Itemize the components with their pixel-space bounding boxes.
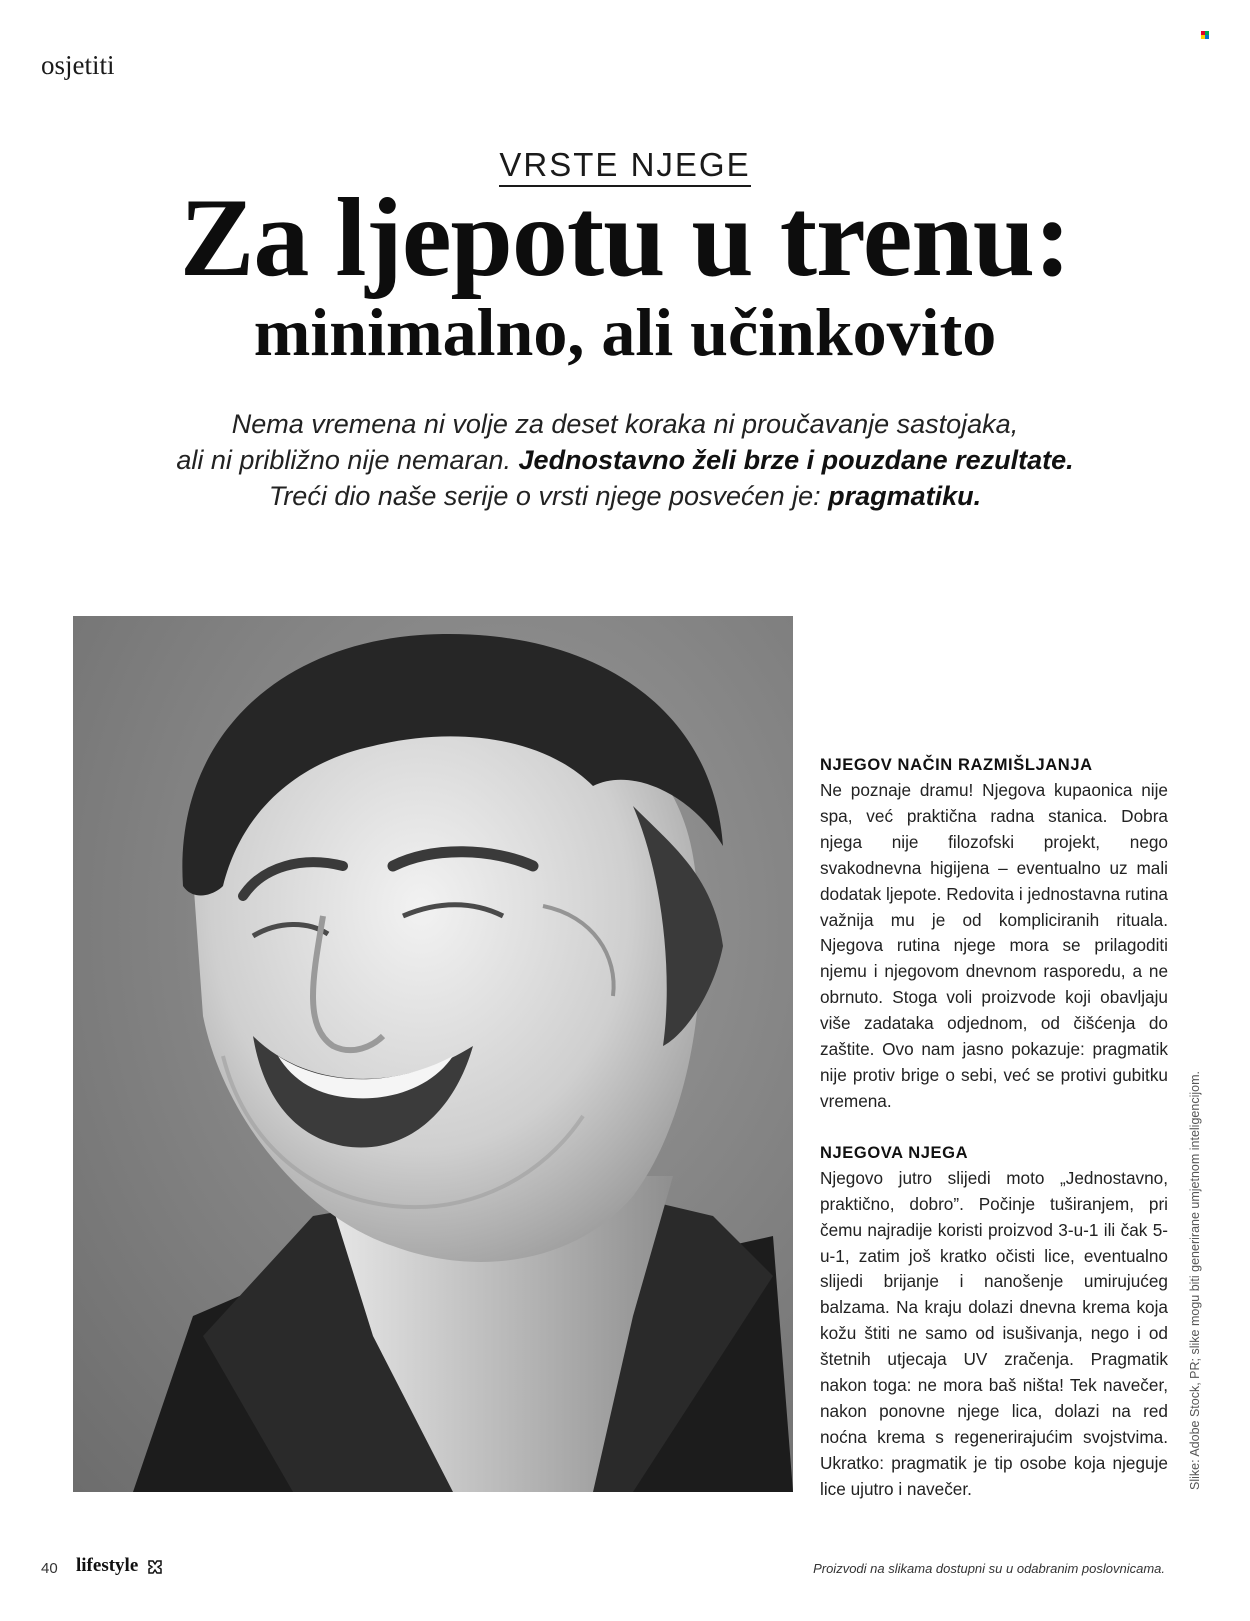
kicker-text: VRSTE NJEGE: [499, 146, 750, 187]
footer-availability-note: Proizvodi na slikama dostupni su u odabranim poslovnicama.: [813, 1561, 1165, 1576]
portrait-illustration: [73, 616, 793, 1492]
footer-brand: lifestyle: [76, 1555, 139, 1576]
photo-credit: [1188, 1060, 1200, 1490]
lead-line-2-emphasis: Jednostavno želi brze i pouzdane rezultate.: [518, 445, 1074, 475]
lead-line-2-text: ali ni približno nije nemaran.: [176, 445, 519, 475]
lead-line-3: [60, 478, 1190, 514]
article-subtitle: minimalno, ali učinkovito: [253, 294, 997, 370]
section-body-mindset: Ne poznaje dramu! Njegova kupaonica nije spa, već praktična radna stanica. Dobra njega nije filozofski projekt, nego svakodnevna higijena – eventualno uz mali dodatak ljepote. Redovita i jednostavna rutina važnija mu je od kompliciranih rituala. Njegova rutina njege mora se prilagoditi njemu i njegovom dnevnom rasporedu, a ne obrnuto. Stoga voli proizvode koji obavljaju više zadataka odjednom, od čišćenja do zaštite. Ovo nam jasno pokazuje: pragmatik nije protiv brige o sebi, već se protivi gubitku vremena.: [820, 780, 1168, 1111]
photo-credit-text: Slike: Adobe Stock, PR; slike mogu biti generirane umjetnom inteligencijom.: [1188, 1071, 1202, 1490]
article-title: Za ljepotu u trenu:: [179, 176, 1071, 300]
brand-color-mark: [1201, 31, 1209, 39]
brand-logo-icon: [147, 1559, 163, 1575]
lead-line-1: Nema vremena ni volje za deset koraka ni proučavanje sastojaka,: [231, 409, 1019, 439]
section-heading-mindset: NJEGOV NAČIN RAZMIŠLJANJA: [820, 756, 1093, 774]
brand-mark-blue: [1205, 35, 1209, 39]
article-body: [820, 752, 1168, 1528]
lead-line-2: [60, 442, 1190, 478]
lead-line-3-text: Treći dio naše serije o vrsti njege posvećen je:: [268, 481, 829, 511]
page-number: 40: [41, 1560, 58, 1577]
section-heading-care: NJEGOVA NJEGA: [820, 1143, 969, 1162]
lead-line-3-emphasis: pragmatiku.: [828, 481, 982, 511]
section-body-care: Njegovo jutro slijedi moto „Jednostavno, praktično, dobro”. Počinje tuširanjem, pri čemu najradije koristi proizvod 3-u-1 ili čak 5-u-1, zatim još kratko očisti lice, eventualno slijedi brijanje i nanošenje umirujućeg balzama. Na kraju dolazi dnevna krema koja kožu štiti ne samo od isušivanja, nego i od štetnih utjecaja UV zračenja. Pragmatik nakon toga: ne mora baš ništa! Tek navečer, nakon ponovne njege lica, dolazi na red noćna krema s regenerirajućim svojstvima. Ukratko: pragmatik je tip osobe koja njeguje lice ujutro i navečer.: [820, 1167, 1168, 1499]
portrait-photo: [73, 616, 793, 1492]
article-lead: [60, 406, 1190, 514]
section-label: osjetiti: [41, 50, 115, 80]
